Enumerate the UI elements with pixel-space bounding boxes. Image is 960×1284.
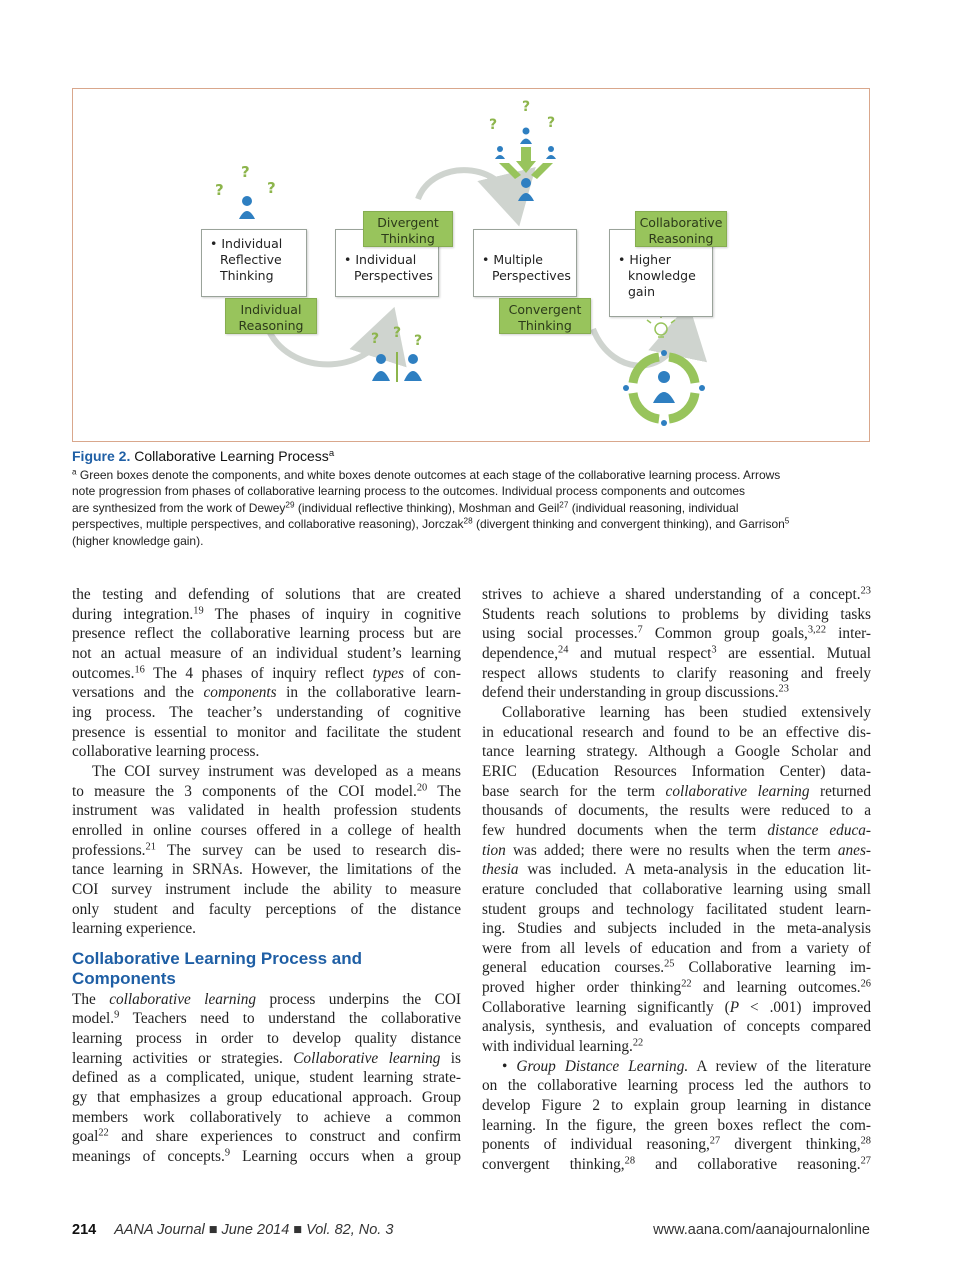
text-line	[72, 821, 461, 841]
page-footer-left	[72, 1222, 393, 1238]
citation-superscript: 3,22	[807, 624, 827, 636]
box-collaborative-reasoning: Collaborative Reasoning	[635, 211, 727, 247]
person-icon-single	[239, 196, 255, 219]
citation-superscript: 9	[224, 1147, 231, 1159]
text-line	[482, 723, 871, 743]
text-run: were from all levels of education and from a variety of	[482, 939, 871, 957]
question-mark-icon: ?	[241, 163, 250, 181]
text-run: The 4 phases of inquiry reflect	[144, 664, 373, 682]
text-run: goal	[72, 1128, 99, 1146]
footnote-line	[72, 500, 872, 516]
text-run: convergent thinking,	[482, 1156, 625, 1174]
box-divergent-thinking: Divergent Thinking	[363, 211, 453, 247]
box-individual-reasoning: Individual Reasoning	[225, 298, 317, 334]
arrow-divergent-to-multiple	[418, 170, 515, 209]
section-heading	[72, 949, 461, 989]
text-line	[72, 1147, 461, 1167]
box-individual-reflective-thinking: • Individual Reflective Thinking	[201, 229, 307, 297]
page-number: 214	[72, 1222, 97, 1238]
italic-term: collaborative learning	[109, 990, 257, 1008]
text-run: presence is essential to monitor and facilitate the student	[72, 723, 461, 741]
citation-superscript: 7	[637, 624, 643, 636]
citation-superscript: 27	[709, 1135, 721, 1147]
text-run: defined as a complicated, unique, student learning strate-	[72, 1069, 461, 1087]
text-line	[482, 1017, 871, 1037]
text-run: with individual learning.	[482, 1038, 633, 1056]
text-run: are essential. Mutual	[716, 644, 871, 662]
text-run: was added; there were no results when the term	[505, 841, 838, 859]
footnote-line	[72, 467, 872, 483]
text-run: strives to achieve a shared understanding of a concept.	[482, 586, 861, 603]
person-icon-pair	[372, 352, 422, 382]
question-mark-icon: ?	[267, 179, 276, 197]
text-line	[72, 1029, 461, 1049]
citation-superscript: 9	[114, 1009, 120, 1021]
text-run: The	[427, 782, 461, 800]
text-run: ponents of individual reasoning,	[482, 1136, 710, 1154]
text-line	[72, 1108, 461, 1128]
text-run: not an actual measure of an individual student’s learning	[72, 644, 461, 662]
text-run: < .001) improved	[739, 998, 871, 1016]
question-mark-icon: ?	[489, 117, 498, 133]
text-line	[482, 605, 871, 625]
text-line	[482, 1096, 871, 1116]
text-line	[72, 664, 461, 684]
text-run: (individual reasoning, individual	[568, 500, 739, 515]
text-run: of con-	[403, 664, 461, 682]
italic-term: tion	[482, 841, 506, 859]
box-multiple-perspectives: • Multiple Perspectives	[473, 229, 577, 297]
text-run: inter-	[826, 625, 871, 643]
text-run: to measure the 3 components of the COI model.	[72, 782, 417, 800]
text-line	[72, 900, 461, 920]
citation-superscript: 22	[632, 1037, 644, 1049]
text-line	[482, 841, 871, 861]
text-run: and mutual respect	[568, 644, 712, 662]
text-line	[72, 585, 461, 605]
text-run: the testing and defending of solutions that are created	[72, 586, 461, 603]
text-run: COI survey instrument include the ability to measure	[72, 880, 461, 898]
text-run: dependence,	[482, 644, 559, 662]
figure-footnote	[72, 467, 872, 549]
text-run: Teachers need to understand the collaborative	[119, 1010, 461, 1028]
text-run: base search for the term	[482, 782, 666, 800]
text-run: ERIC (Education Resources Information Center) data-	[482, 762, 871, 780]
text-run: The	[72, 990, 110, 1008]
citation-superscript: 28	[860, 1135, 871, 1147]
text-line	[72, 762, 461, 782]
figure-diagram	[73, 89, 869, 441]
citation-superscript: 23	[778, 683, 789, 695]
text-run: Learning occurs when a group	[230, 1148, 461, 1166]
italic-term: types	[372, 664, 404, 682]
text-line	[72, 742, 461, 762]
citation-superscript: 24	[558, 644, 569, 656]
figure-caption-title	[72, 448, 334, 464]
figure-title-footnote-marker: a	[328, 447, 335, 459]
text-run: A review of the literature	[688, 1057, 871, 1075]
text-line	[482, 978, 871, 998]
text-line	[72, 624, 461, 644]
journal-url: www.aana.com/aanajournalonline	[653, 1222, 870, 1238]
question-mark-icon: ?	[547, 115, 556, 131]
text-run: (higher knowledge gain).	[72, 533, 204, 548]
text-line	[72, 683, 461, 703]
text-line	[72, 605, 461, 625]
text-line	[72, 1009, 461, 1029]
text-run: in the collaborative learn-	[276, 684, 461, 702]
text-run: (individual reflective thinking), Moshman and Geil	[294, 500, 560, 515]
text-run: Collaborative learning im-	[674, 959, 872, 977]
text-line	[482, 860, 871, 880]
text-run: is	[440, 1049, 462, 1067]
text-line	[482, 821, 871, 841]
text-run: and collaborative reasoning.	[635, 1156, 861, 1174]
text-run: enrolled in online courses offered in a college of health	[72, 821, 461, 839]
left-column	[72, 585, 461, 1167]
text-line	[72, 801, 461, 821]
box-individual-perspectives: • Individual Perspectives	[335, 229, 439, 297]
text-run: thousands of documents, the results were reduced to a	[482, 802, 871, 820]
text-line	[482, 998, 871, 1018]
citation-superscript: 20	[416, 781, 428, 793]
text-run: members work collaboratively to achieve a common	[72, 1108, 461, 1126]
text-line	[482, 742, 871, 762]
text-line	[72, 644, 461, 664]
heading-line: Collaborative Learning Process and	[72, 948, 363, 968]
text-run: professions.	[72, 841, 146, 859]
text-run: ing. Studies and subjects included in the meta-analysis	[482, 920, 871, 938]
text-run: develop Figure 2 to explain group learning in distance	[482, 1097, 871, 1115]
text-line	[482, 664, 871, 684]
text-line	[482, 1076, 871, 1096]
citation-superscript: 26	[860, 978, 871, 990]
text-run: Collaborative learning has been studied extensively	[502, 703, 871, 721]
text-run: on the collaborative learning process led the authors to	[482, 1077, 871, 1095]
journal-citation: AANA Journal ■ June 2014 ■ Vol. 82, No. 3	[114, 1222, 394, 1238]
text-run: proved higher order thinking	[482, 979, 682, 997]
citation-superscript: 28	[463, 516, 473, 526]
text-run: outcomes.	[72, 664, 135, 682]
text-line	[72, 880, 461, 900]
citation-superscript: 28	[624, 1155, 636, 1167]
text-run: presence reflect the collaborative learning process but are	[72, 625, 461, 643]
text-run: in educational research and found to be an effective dis-	[482, 723, 871, 741]
text-run: student groups and technology facilitated student learn-	[482, 900, 871, 918]
text-line	[72, 841, 461, 861]
text-run: meanings of concepts.	[72, 1148, 225, 1166]
text-run: using social processes.	[482, 625, 638, 643]
figure-label: Figure 2.	[72, 448, 131, 464]
text-run: few hundred documents when the term	[482, 821, 768, 839]
text-line	[482, 644, 871, 664]
text-line	[482, 1037, 871, 1057]
italic-term: Group Distance Learning.	[516, 1057, 689, 1075]
text-line	[72, 1068, 461, 1088]
figure-frame	[72, 88, 870, 442]
text-line	[482, 624, 871, 644]
text-run: and share experiences to construct and confirm	[108, 1128, 461, 1146]
text-run: and learning outcomes.	[691, 979, 861, 997]
footnote-line	[72, 483, 872, 499]
text-run: instrument was validated in health profession students	[72, 802, 461, 820]
citation-superscript: a	[72, 467, 77, 477]
question-mark-icon: ?	[371, 331, 380, 347]
citation-superscript: 22	[681, 978, 692, 990]
text-line	[482, 782, 871, 802]
text-line	[482, 801, 871, 821]
text-run: ing process. The teacher’s understanding of cognitive	[72, 703, 461, 721]
text-run: note progression from phases of collaborative learning process to the outcomes. Individual process components and outcomes	[72, 484, 746, 499]
text-run: learning experience.	[72, 920, 197, 938]
lightbulb-icon	[647, 314, 675, 337]
question-mark-icon: ?	[414, 333, 423, 349]
text-run: only student and faculty perceptions of the distance	[72, 900, 461, 918]
question-mark-icon: ?	[215, 181, 224, 199]
text-run: respect allows students to clarify reasoning and freely	[482, 664, 871, 682]
text-line	[72, 723, 461, 743]
text-run: The survey can be used to research dis-	[155, 841, 461, 859]
text-run: Green boxes denote the components, and white boxes denote outcomes at each stage of the collaborative learning process. Arrows	[76, 468, 781, 482]
collaboration-cycle-icon	[623, 350, 705, 426]
text-run: gy that emphasizes a group educational approach. Group	[72, 1089, 461, 1107]
text-line	[482, 683, 871, 703]
text-line	[72, 1049, 461, 1069]
citation-superscript: 5	[784, 516, 790, 526]
text-run: collaborative learning process.	[72, 743, 260, 761]
text-line	[482, 958, 871, 978]
question-mark-icon: ?	[522, 99, 531, 115]
text-line	[482, 1155, 871, 1175]
text-run: general education courses.	[482, 959, 665, 977]
text-run: learning. In the figure, the green boxes reflect the com-	[482, 1116, 871, 1134]
text-run: versations and the	[72, 684, 204, 702]
text-line	[72, 919, 461, 939]
text-run: erature concluded that collaborative learning using small	[482, 880, 871, 898]
text-line	[72, 990, 461, 1010]
text-run: perspectives, multiple perspectives, and collaborative reasoning), Jorczak	[72, 517, 464, 532]
citation-superscript: 23	[860, 585, 871, 597]
text-run: process underpins the COI	[256, 990, 461, 1008]
text-line	[482, 939, 871, 959]
citation-superscript: 22	[98, 1127, 109, 1139]
citation-superscript: 19	[193, 604, 204, 616]
text-run: learning activities or strategies.	[72, 1049, 294, 1067]
text-run: •	[502, 1057, 517, 1075]
italic-term: anes-	[837, 841, 871, 859]
text-run: analysis, synthesis, and evaluation of concepts compared	[482, 1018, 871, 1036]
text-run: defend their understanding in group discussions.	[482, 684, 779, 702]
text-line	[482, 1057, 871, 1077]
text-line	[72, 860, 461, 880]
citation-superscript: 21	[145, 840, 156, 852]
text-run: returned	[809, 782, 871, 800]
right-column	[482, 585, 871, 1175]
text-run: (divergent thinking and convergent thinking), and Garrison	[472, 517, 785, 532]
italic-term: thesia	[482, 861, 519, 879]
citation-superscript: 27	[860, 1155, 871, 1167]
citation-superscript: 3	[711, 644, 717, 656]
text-run: tance learning in SRNAs. However, the limitations of the	[72, 861, 461, 879]
text-line	[482, 1135, 871, 1155]
text-run: Collaborative learning significantly (	[482, 998, 730, 1016]
text-run: are synthesized from the work of Dewey	[72, 500, 286, 515]
text-line	[482, 1116, 871, 1136]
text-line	[72, 1127, 461, 1147]
italic-term: Collaborative learning	[293, 1049, 441, 1067]
citation-superscript: 29	[285, 500, 295, 510]
italic-term: distance educa-	[767, 821, 872, 839]
text-run: The COI survey instrument was developed as a means	[92, 762, 461, 780]
box-higher-knowledge-gain: • Higher knowledge gain	[609, 229, 713, 317]
text-line	[482, 585, 871, 605]
text-line	[482, 900, 871, 920]
heading-line: Components	[72, 968, 176, 988]
footnote-line	[72, 516, 872, 532]
text-line	[482, 762, 871, 782]
text-run: Students reach solutions to problems by dividing tasks	[482, 605, 871, 623]
text-run: tance learning strategy. Although a Google Scholar and	[482, 743, 871, 761]
text-run: learning process in order to develop quality distance	[72, 1030, 461, 1048]
box-convergent-thinking: Convergent Thinking	[499, 298, 591, 334]
footnote-line	[72, 533, 872, 549]
text-run: Common group goals,	[642, 625, 808, 643]
figure-title: Collaborative Learning Process	[134, 448, 329, 464]
text-line	[482, 880, 871, 900]
text-run: was included. A meta-analysis in the education lit-	[518, 861, 871, 879]
text-run: The phases of inquiry in cognitive	[203, 605, 461, 623]
italic-term: components	[203, 684, 277, 702]
question-mark-icon: ?	[393, 325, 402, 341]
citation-superscript: 16	[134, 663, 145, 675]
text-line	[72, 1088, 461, 1108]
text-run: during integration.	[72, 605, 194, 623]
text-line	[482, 919, 871, 939]
text-line	[72, 782, 461, 802]
italic-term: collaborative learning	[665, 782, 810, 800]
text-line	[482, 703, 871, 723]
citation-superscript: 25	[664, 958, 675, 970]
text-line	[72, 703, 461, 723]
citation-superscript: 27	[559, 500, 569, 510]
text-run: model.	[72, 1010, 115, 1028]
text-run: divergent thinking,	[720, 1136, 861, 1154]
italic-term: P	[729, 998, 740, 1016]
